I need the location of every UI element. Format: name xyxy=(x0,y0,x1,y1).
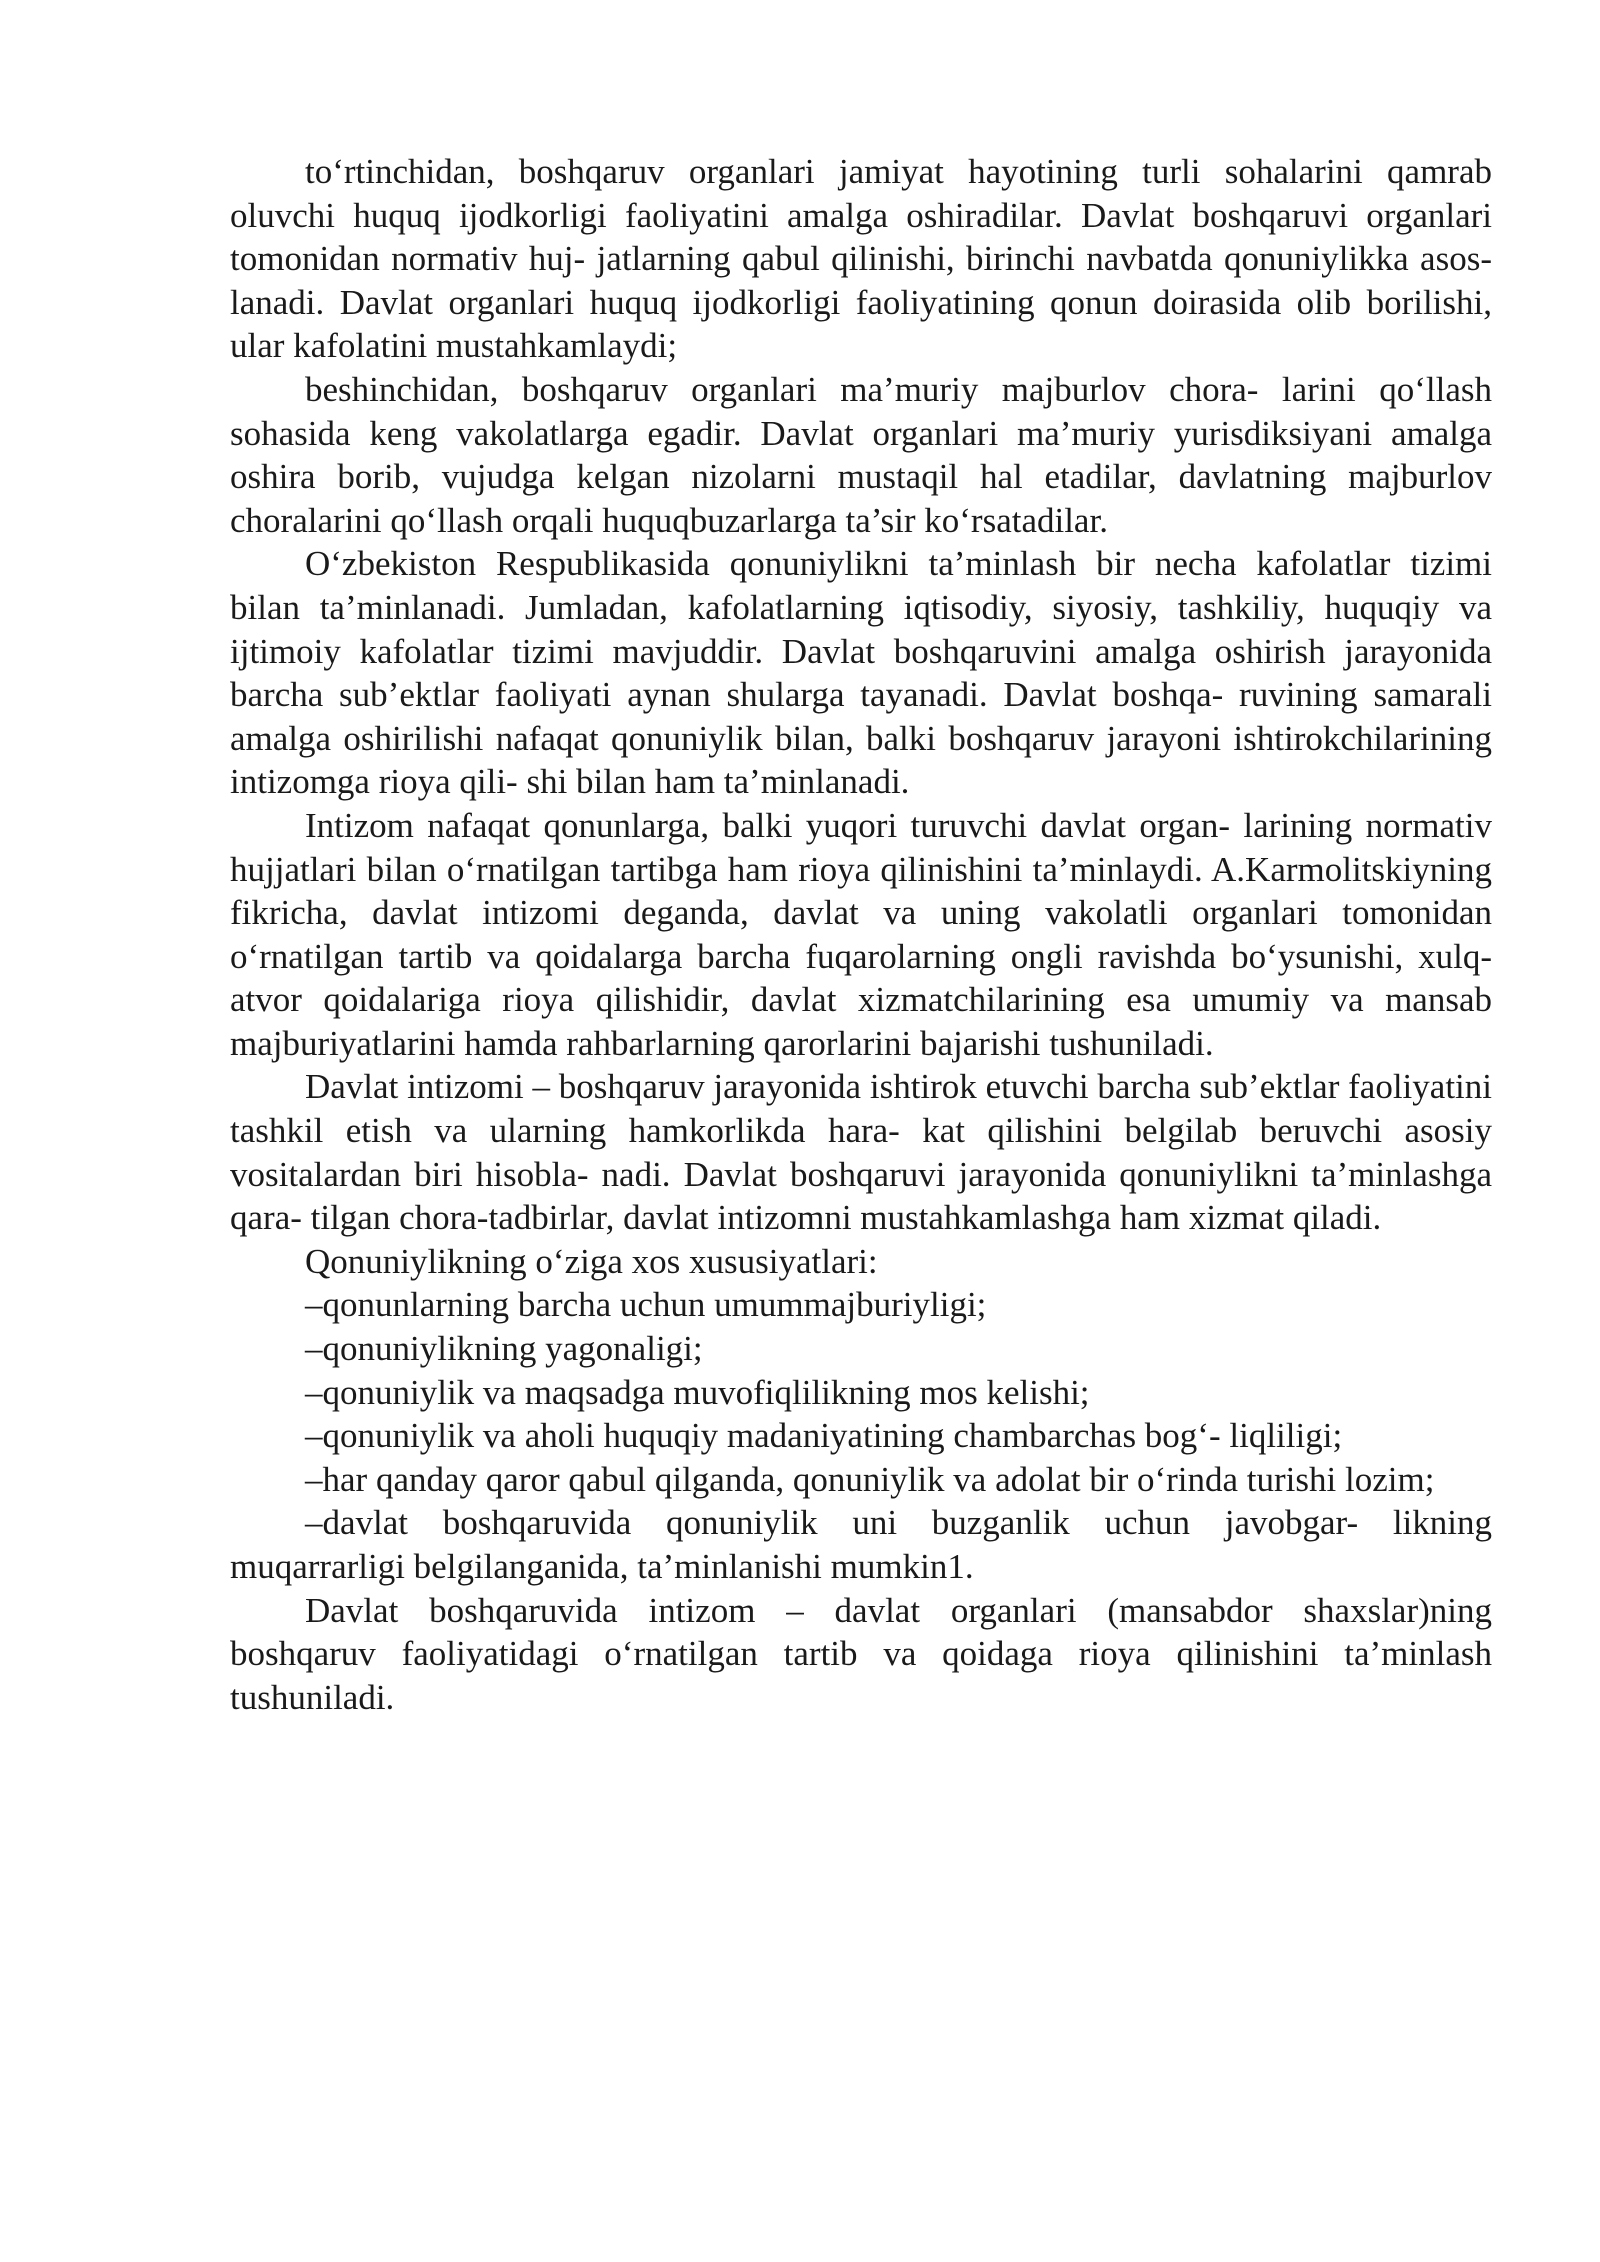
list-heading: Qonuniylikning o‘ziga xos xususiyatlari: xyxy=(305,1241,878,1281)
list-item: –qonuniylikning yagonaligi; xyxy=(305,1329,703,1369)
paragraph-discipline-definition: Intizom nafaqat qonunlarga, balki yuqori turuvchi davlat organ- larining normativ hujjatlari bilan o‘rnatilgan tartibga ham rioya qilinishini ta’minlaydi. A.Karmolitskiyning fikricha, davlat intizomi deganda, davlat va uning vakolatli organlari tomonidan o‘rnatilgan tartib va qoidalarga barcha fuqarolarning ongli ravishda bo‘ysunishi, xulq-atvor qoidalariga rioya qilishidir, davlat xizmatchilarining esa umumiy va mansab majburiyatlarini hamda rahbarlarning qarorlarini bajarishi tushuniladi. xyxy=(230,805,1492,1063)
list-item: –har qanday qaror qabul qilganda, qonuniylik va adolat bir o‘rinda turishi lozim; xyxy=(305,1459,1435,1499)
paragraph-conclusion: Davlat boshqaruvida intizom – davlat organlari (mansabdor shaxslar)ning boshqaruv faoliyatidagi o‘rnatilgan tartib va qoidaga rioya qilinishini ta’minlash tushuniladi. xyxy=(230,1590,1492,1717)
list-item: –davlat boshqaruvida qonuniylik uni buzganlik uchun javobgar- likning muqarrarligi belgilanganida, ta’minlanishi mumkin1. xyxy=(230,1503,1492,1586)
list-item: –qonuniylik va aholi huquqiy madaniyatining chambarchas bog‘- liqliligi; xyxy=(305,1416,1343,1456)
list-item: –qonuniylik va maqsadga muvofiqlilikning mos kelishi; xyxy=(305,1372,1090,1412)
paragraph-fourthly: to‘rtinchidan, boshqaruv organlari jamiyat hayotining turli sohalarini qamrab oluvchi huquq ijodkorligi faoliyatini amalga oshiradilar. Davlat boshqaruvi organlari tomonidan normativ huj- jatlarning qabul qilinishi, birinchi navbatda qonuniylikka asos- lanadi. Davlat organlari huquq ijodkorligi faoliyatining qonun doirasida olib borilishi, ular kafolatini mustahkamlaydi; xyxy=(230,152,1492,366)
paragraph-fifthly: beshinchidan, boshqaruv organlari ma’muriy majburlov chora- larini qo‘llash sohasida keng vakolatlarga egadir. Davlat organlari ma’muriy yurisdiksiyani amalga oshira borib, vujudga kelgan nizolarni mustaqil hal etadilar, davlatning majburlov choralarini qo‘llash orqali huquqbuzarlarga ta’sir ko‘rsatadilar. xyxy=(230,369,1492,540)
paragraph-state-discipline: Davlat intizomi – boshqaruv jarayonida ishtirok etuvchi barcha sub’ektlar faoliyatini tashkil etish va ularning hamkorlikda hara- kat qilishini belgilab beruvchi asosiy vositalardan biri hisobla- nadi. Davlat boshqaruvi jarayonida qonuniylikni ta’minlashga qara- tilgan chora-tadbirlar, davlat intizomni mustahkamlashga ham xizmat qiladi. xyxy=(230,1067,1492,1238)
document-page xyxy=(230,150,1492,1719)
paragraph-guarantees: O‘zbekiston Respublikasida qonuniylikni ta’minlash bir necha kafolatlar tizimi bilan ta’minlanadi. Jumladan, kafolatlarning iqtisodiy, siyosiy, tashkiliy, huquqiy va ijtimoiy kafolatlar tizimi mavjuddir. Davlat boshqaruvini amalga oshirish jarayonida barcha sub’ektlar faoliyati aynan shularga tayanadi. Davlat boshqa- ruvining samarali amalga oshirilishi nafaqat qonuniylik bilan, balki boshqaruv jarayoni ishtirokchilarining intizomga rioya qili- shi bilan ham ta’minlanadi. xyxy=(230,544,1492,802)
list-item: –qonunlarning barcha uchun umummajburiyligi; xyxy=(305,1285,987,1325)
